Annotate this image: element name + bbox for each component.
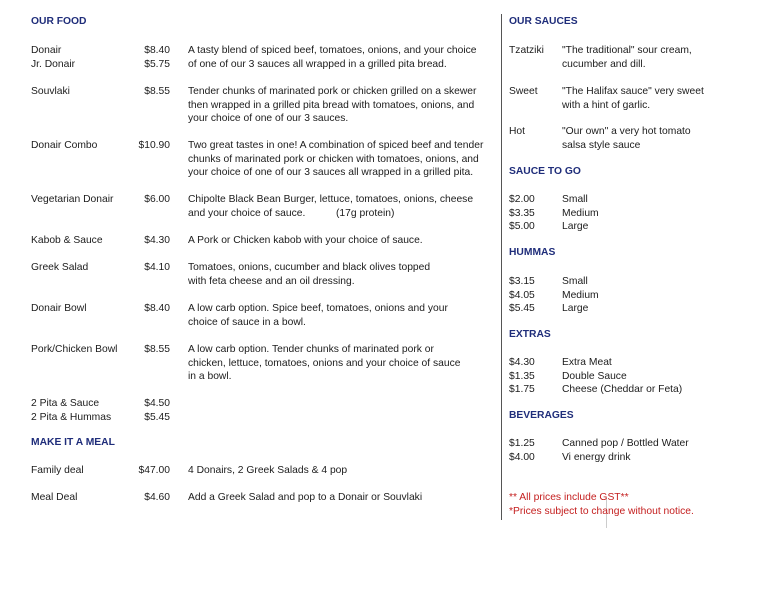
menu-item-desc: A low carb option. Spice beef, tomatoes, onions and your <box>188 303 448 314</box>
sauce-desc: cucumber and dill. <box>562 58 646 70</box>
beverage-label: Canned pop / Bottled Water <box>562 438 689 449</box>
protein-note: (17g protein) <box>336 207 395 219</box>
column-divider <box>501 14 502 520</box>
menu-item-price: $8.40 <box>144 303 170 314</box>
menu-item-desc: A Pork or Chicken kabob with your choice of sauce. <box>188 235 423 246</box>
menu-item-name: Pork/Chicken Bowl <box>31 344 118 355</box>
menu-item-name: Vegetarian Donair <box>31 194 114 205</box>
menu-item-desc: Tender chunks of marinated pork or chicken grilled on a skewer <box>188 86 477 97</box>
menu-item-price: $4.50 <box>144 398 170 409</box>
menu-item-price: $6.00 <box>144 194 170 205</box>
meal-price: $47.00 <box>138 465 170 476</box>
sauce-to-go-price: $2.00 <box>509 194 535 205</box>
hummas-size: Small <box>562 276 588 287</box>
extra-label: Double Sauce <box>562 370 627 382</box>
menu-item-desc: chunks of marinated pork or chicken with tomatoes, onions, and <box>188 153 479 165</box>
menu-item-name: Greek Salad <box>31 262 89 273</box>
menu-item-name: 2 Pita & Hummas <box>31 411 112 423</box>
menu-item-price: $5.45 <box>144 411 170 423</box>
menu-item-price: $4.10 <box>144 262 170 273</box>
menu-item-desc: A tasty blend of spiced beef, tomatoes, onions, and your choice <box>188 45 477 56</box>
meal-name: Family deal <box>31 465 84 476</box>
sauce-to-go-size: Medium <box>562 207 599 219</box>
beverage-label: Vi energy drink <box>562 451 631 463</box>
our-food-heading: OUR FOOD <box>31 16 87 27</box>
menu-item-desc: Two great tastes in one! A combination of spiced beef and tender <box>188 140 484 151</box>
hummas-price: $3.15 <box>509 276 535 287</box>
extra-label: Cheese (Cheddar or Feta) <box>562 384 683 396</box>
menu-item-name: Jr. Donair <box>31 58 76 70</box>
hummas-heading: HUMMAS <box>509 247 556 258</box>
sauce-desc: salsa style sauce <box>562 139 641 151</box>
menu-item-desc: with feta cheese and an oil dressing. <box>188 275 355 287</box>
extra-label: Extra Meat <box>562 357 612 368</box>
sauce-name: Sweet <box>509 86 538 97</box>
hummas-size: Large <box>562 303 589 315</box>
sauce-name: Tzatziki <box>509 45 544 56</box>
menu-item-desc: of one of our 3 sauces all wrapped in a grilled pita bread. <box>188 58 447 70</box>
make-it-a-meal-heading: MAKE IT A MEAL <box>31 437 115 448</box>
sauce-desc: "The Halifax sauce" very sweet <box>562 86 704 97</box>
menu-item-desc: choice of sauce in a bowl. <box>188 316 306 328</box>
menu-item-name: Donair <box>31 45 62 56</box>
menu-item-desc: and your choice of sauce. <box>188 207 306 219</box>
extra-price: $1.75 <box>509 384 535 396</box>
menu-item-desc: in a bowl. <box>188 371 232 383</box>
menu-item-name: Donair Bowl <box>31 303 87 314</box>
hummas-price: $4.05 <box>509 289 535 301</box>
meal-desc: Add a Greek Salad and pop to a Donair or Souvlaki <box>188 492 423 503</box>
sauce-to-go-price: $3.35 <box>509 207 535 219</box>
menu-item-desc: your choice of one of our 3 sauces all wrapped in a grilled pita. <box>188 167 474 179</box>
extra-price: $4.30 <box>509 357 535 368</box>
menu-item-desc: your choice of one of our 3 sauces. <box>188 113 349 125</box>
sauce-to-go-size: Large <box>562 221 589 233</box>
menu-item-desc: Chipolte Black Bean Burger, lettuce, tomatoes, onions, cheese <box>188 194 474 205</box>
beverage-price: $4.00 <box>509 451 535 463</box>
extra-price: $1.35 <box>509 370 535 382</box>
meal-price: $4.60 <box>144 492 170 503</box>
menu-item-name: 2 Pita & Sauce <box>31 398 100 409</box>
sauce-to-go-price: $5.00 <box>509 221 535 233</box>
menu-item-desc: chicken, lettuce, tomatoes, onions and your choice of sauce <box>188 357 461 369</box>
menu-item-price: $5.75 <box>144 58 170 70</box>
menu-item-price: $4.30 <box>144 235 170 246</box>
menu-item-name: Souvlaki <box>31 86 70 97</box>
menu-item-desc: then wrapped in a grilled pita bread with tomatoes, onions, and <box>188 99 475 111</box>
menu-item-price: $8.40 <box>144 45 170 56</box>
beverage-price: $1.25 <box>509 438 535 449</box>
menu-item-price: $8.55 <box>144 344 170 355</box>
hummas-size: Medium <box>562 289 599 301</box>
menu-item-name: Donair Combo <box>31 140 98 151</box>
sauce-desc: with a hint of garlic. <box>562 99 651 111</box>
gst-notice: ** All prices include GST** <box>509 492 629 503</box>
meal-desc: 4 Donairs, 2 Greek Salads & 4 pop <box>188 465 348 476</box>
menu-item-price: $10.90 <box>138 140 170 151</box>
menu-item-desc: A low carb option. Tender chunks of marinated pork or <box>188 344 434 355</box>
meal-name: Meal Deal <box>31 492 78 503</box>
sauce-desc: "The traditional" sour cream, <box>562 45 692 56</box>
menu-item-desc: Tomatoes, onions, cucumber and black olives topped <box>188 262 431 273</box>
hummas-price: $5.45 <box>509 303 535 315</box>
menu-item-price: $8.55 <box>144 86 170 97</box>
beverages-heading: BEVERAGES <box>509 410 574 421</box>
menu-item-name: Kabob & Sauce <box>31 235 103 246</box>
sauce-to-go-heading: SAUCE TO GO <box>509 166 581 177</box>
our-sauces-heading: OUR SAUCES <box>509 16 578 27</box>
sauce-desc: "Our own" a very hot tomato <box>562 126 691 137</box>
price-change-notice: *Prices subject to change without notice. <box>509 506 694 517</box>
extras-heading: EXTRAS <box>509 329 551 340</box>
sauce-to-go-size: Small <box>562 194 588 205</box>
sauce-name: Hot <box>509 126 526 137</box>
